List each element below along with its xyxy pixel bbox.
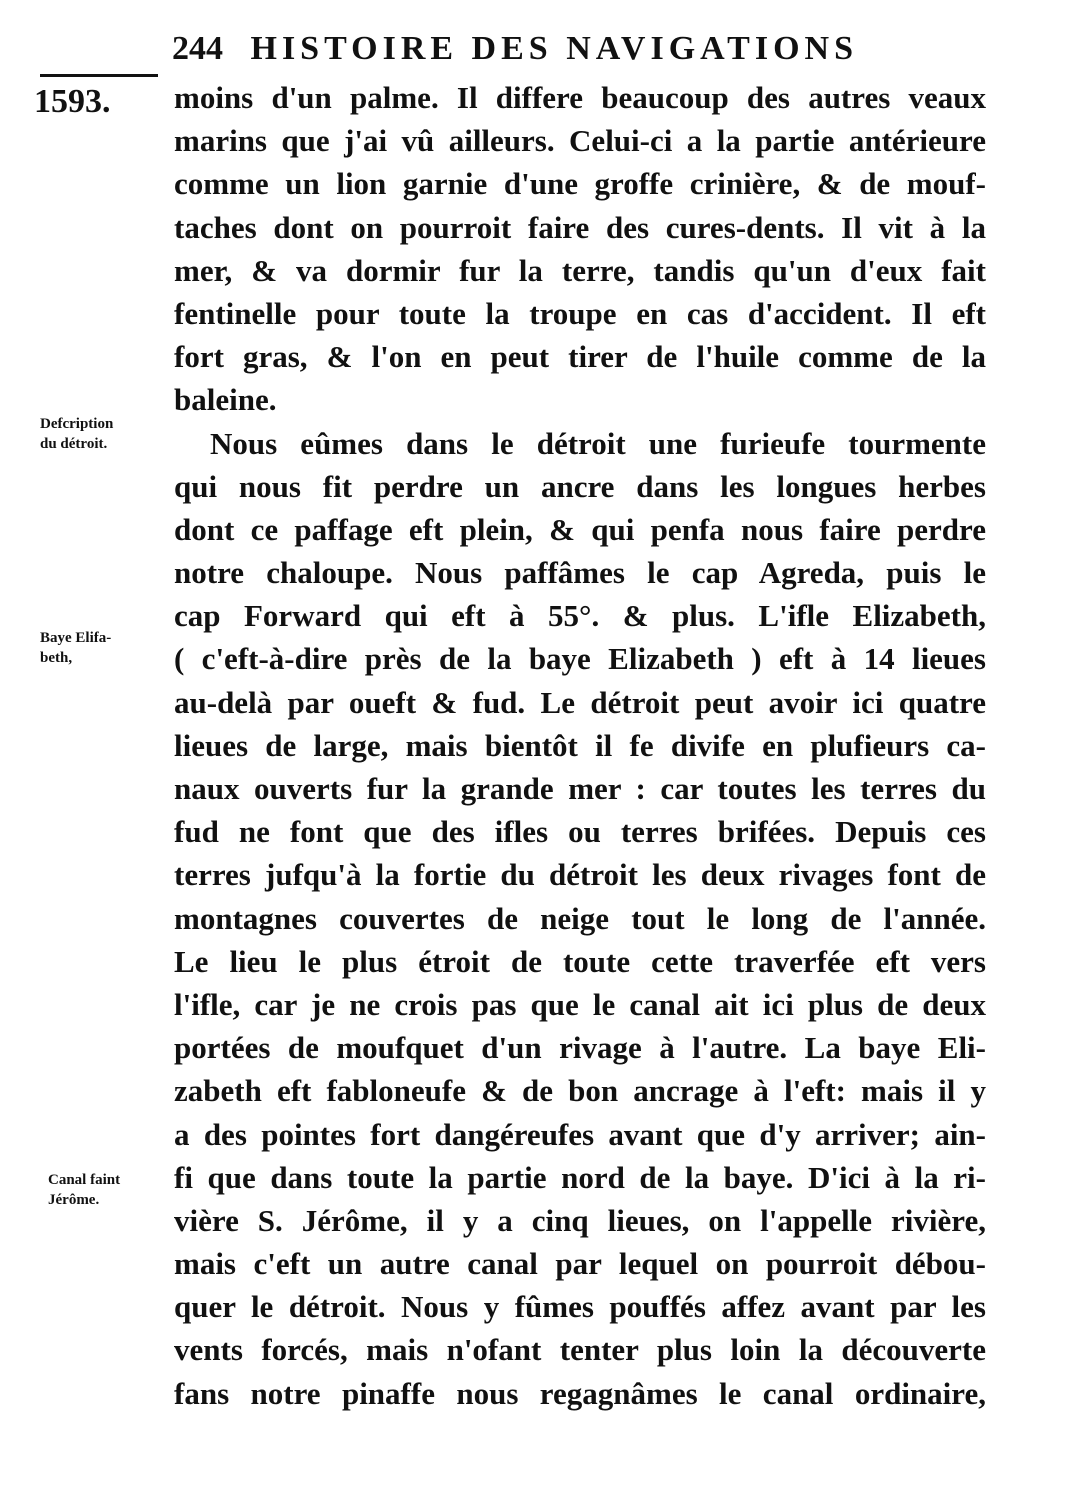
text-line: portées de moufquet d'un rivage à l'autre. La baye Eli-: [174, 1030, 986, 1066]
text-line: quer le détroit. Nous y fûmes pouffés affez avant par les: [174, 1289, 986, 1325]
text-line: fort gras, & l'on en peut tirer de l'huile comme de la: [174, 339, 986, 375]
text-line: marins que j'ai vû ailleurs. Celui-ci a la partie antérieure: [174, 123, 986, 159]
margin-year: 1593.: [34, 83, 111, 120]
body-text: [174, 76, 986, 1415]
margin-note-baye-elisabeth: [40, 628, 170, 668]
margin-note-description: [40, 414, 170, 454]
text-line: a des pointes fort dangéreufes avant que d'y arriver; ain-: [174, 1116, 986, 1152]
text-line: au-delà par oueft & fud. Le détroit peut avoir ici quatre: [174, 684, 986, 720]
text-line: fentinelle pour toute la troupe en cas d'accident. Il eft: [174, 295, 986, 331]
running-title: HISTOIRE DES NAVIGATIONS: [250, 30, 859, 67]
text-line: l'ifle, car je ne crois pas que le canal ait ici plus de deux: [174, 986, 986, 1022]
margin-note-line: Jérôme.: [48, 1192, 100, 1208]
margin-note-line: du détroit.: [40, 436, 108, 452]
text-line: notre chaloupe. Nous paffâmes le cap Agreda, puis le: [174, 555, 986, 591]
text-line: terres jufqu'à la fortie du détroit les deux rivages font de: [174, 857, 986, 893]
margin-note-line: Baye Elifa-: [40, 630, 112, 646]
text-line: Nous eûmes dans le détroit une furieufe tourmente: [210, 425, 986, 461]
margin-note-line: beth,: [40, 650, 73, 666]
text-line: mer, & va dormir fur la terre, tandis qu'un d'eux fait: [174, 252, 986, 288]
text-line: qui nous fit perdre un ancre dans les longues herbes: [174, 468, 986, 504]
text-line: fi que dans toute la partie nord de la baye. D'ici à la ri-: [174, 1159, 986, 1195]
text-line: dont ce paffage eft plein, & qui penfa nous faire perdre: [174, 511, 986, 547]
text-line: fans notre pinaffe nous regagnâmes le canal ordinaire,: [174, 1375, 986, 1411]
text-line: vière S. Jérôme, il y a cinq lieues, on l'appelle rivière,: [174, 1202, 986, 1238]
text-line: ( c'eft-à-dire près de la baye Elizabeth ) eft à 14 lieues: [174, 641, 986, 677]
text-line: vents forcés, mais n'ofant tenter plus loin la découverte: [174, 1332, 986, 1368]
text-line: zabeth eft fabloneufe & de bon ancrage à l'eft: mais il y: [174, 1073, 986, 1109]
text-line: fud ne font que des ifles ou terres brifées. Depuis ces: [174, 814, 986, 850]
running-header: [172, 24, 992, 74]
text-line: taches dont on pourroit faire des cures-dents. Il vit à la: [174, 209, 986, 245]
page-number: 244: [172, 30, 223, 67]
text-line: Le lieu le plus étroit de toute cette traverfée eft vers: [174, 943, 986, 979]
text-line: naux ouverts fur la grande mer : car toutes les terres du: [174, 771, 986, 806]
text-line: montagnes couvertes de neige tout le long de l'année.: [174, 900, 986, 936]
margin-note-line: Canal faint: [48, 1172, 121, 1188]
text-line: mais c'eft un autre canal par lequel on pourroit débou-: [174, 1246, 986, 1282]
text-line: cap Forward qui eft à 55°. & plus. L'ifle Elizabeth,: [174, 598, 986, 634]
margin-note-canal-jerome: [48, 1170, 178, 1210]
margin-note-line: Defcription: [40, 416, 114, 432]
text-line: comme un lion garnie d'une groffe crinière, & de mouf-: [174, 166, 986, 202]
header-rule: [40, 74, 158, 77]
text-line: lieues de large, mais bientôt il fe divife en plufieurs ca-: [174, 727, 986, 763]
text-line: baleine.: [174, 382, 277, 418]
text-line: moins d'un palme. Il differe beaucoup des autres veaux: [174, 80, 986, 115]
